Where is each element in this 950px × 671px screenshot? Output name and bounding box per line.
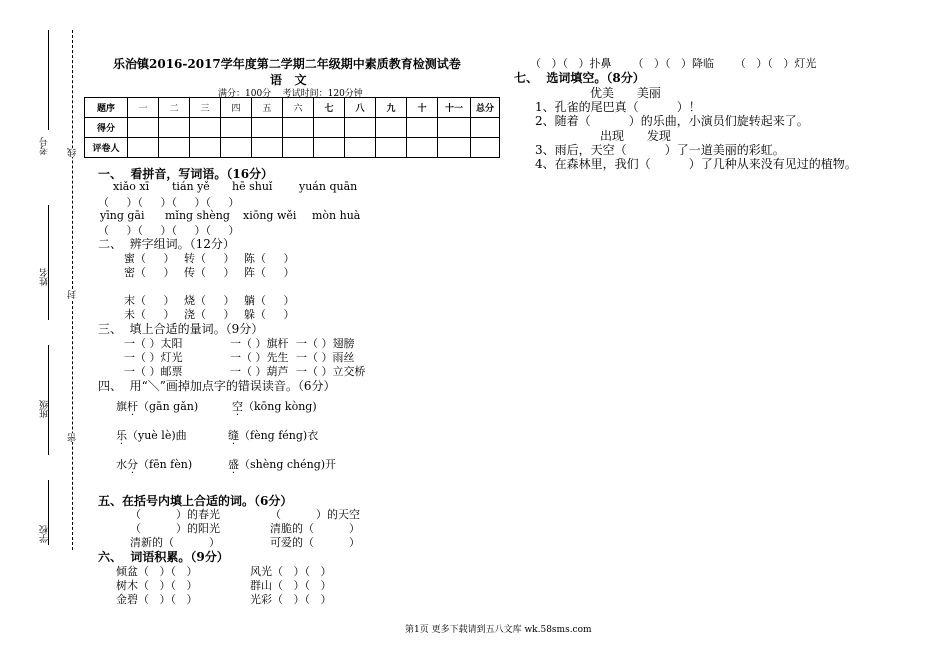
q1-blanks-1: （ ）（ ）（ ）（ ）	[98, 196, 240, 209]
table-cell: 二	[159, 98, 190, 118]
table-cell: 四	[221, 98, 252, 118]
table-row	[85, 138, 500, 158]
q3-item: 一（ ）邮票	[124, 365, 183, 378]
q3-item: 一（ ）雨丝	[296, 351, 355, 364]
field-line-name	[48, 205, 49, 320]
label-school: 学校	[40, 525, 50, 543]
q3-item: 一（ ）灯光	[124, 351, 183, 364]
q1-pinyin-5: yīng gāi	[100, 209, 145, 222]
q4-item: 旗杆（gān gǎn)	[116, 400, 199, 413]
q1-pinyin-8: mòn huà	[312, 209, 361, 222]
cut-mark-xian: 线	[68, 148, 78, 157]
table-cell: 六	[283, 98, 314, 118]
q1-pinyin-3: hē shuǐ	[232, 180, 273, 193]
q5-item: 清脆的（ ）	[270, 522, 360, 535]
score-table	[84, 97, 500, 158]
q7-word-choices-2: 出现 发现	[600, 129, 671, 143]
cut-mark-feng: 封	[68, 290, 78, 299]
cut-mark-mi: 密	[68, 433, 78, 442]
q2-item: 未（ ）	[124, 308, 175, 321]
q2-item: 阵（ ）	[244, 266, 295, 279]
q4-item: 乐（yuè lè)曲	[116, 429, 187, 442]
q5-item: 可爱的（ ）	[270, 536, 360, 549]
page-footer: 第1页 更多下载请到五八文库 wk.58sms.com	[405, 625, 592, 635]
label-name: 姓名	[40, 268, 50, 286]
q5-item: （ ）的阳光	[130, 522, 220, 535]
q1-pinyin-6: mǐng shèng	[165, 209, 230, 222]
q2-item: 陈（ ）	[244, 252, 295, 265]
q6-item: 金碧（ ）（ ）	[116, 593, 198, 606]
table-cell: 三	[190, 98, 221, 118]
q2-item: 浇（ ）	[184, 308, 235, 321]
q4-item: 水分（fēn fèn)	[116, 458, 193, 471]
q3-item: 一（ ）旗杆	[230, 337, 289, 350]
q2-item: 转（ ）	[184, 252, 235, 265]
label-class: 班级	[40, 400, 50, 418]
table-cell: 总分	[471, 98, 500, 118]
q2-item: 躺（ ）	[244, 294, 295, 307]
table-cell: 评卷人	[85, 138, 128, 158]
q1-pinyin-2: tián yě	[172, 180, 210, 193]
table-cell: 十	[407, 98, 438, 118]
q3-item: 一（ ）先生	[230, 351, 289, 364]
field-line-kaohao	[48, 30, 49, 130]
subject-title: 语 文	[270, 73, 307, 87]
q2-item: 烧（ ）	[184, 294, 235, 307]
q6-item: 倾盆（ ）（ ）	[116, 565, 198, 578]
table-cell: 十一	[438, 98, 471, 118]
q7-sentence-2: 2、随着（ ）的乐曲，小演员们旋转起来了。	[535, 114, 809, 128]
table-cell: 五	[252, 98, 283, 118]
q2-title: 二、 辨字组词。（12分）	[98, 237, 235, 251]
q6-item: 群山（ ）（ ）	[250, 579, 332, 592]
table-cell: 得分	[85, 118, 128, 138]
q2-item: 末（ ）	[124, 294, 175, 307]
table-cell: 九	[376, 98, 407, 118]
q7-sentence-1: 1、孔雀的尾巴真（ ）！	[535, 100, 701, 114]
q4-item: 缝（fèng féng)衣	[228, 429, 319, 442]
q4-item: 空（kōng kòng)	[232, 400, 317, 413]
q2-item: 蜜（ ）	[124, 252, 175, 265]
table-cell: 一	[128, 98, 159, 118]
q3-item: 一（ ）立交桥	[296, 365, 366, 378]
q3-item: 一（ ）葫芦	[230, 365, 289, 378]
q5-item: 清新的（ ）	[130, 536, 220, 549]
q1-blanks-2: （ ）（ ）（ ）（ ）	[98, 224, 240, 237]
q6-item: 光彩（ ）（ ）	[250, 593, 332, 606]
q6-item: 风光（ ）（ ）	[250, 565, 332, 578]
label-kaohao: 考号	[40, 137, 50, 155]
q2-item: 躲（ ）	[244, 308, 295, 321]
q3-item: 一（ ）翅膀	[296, 337, 355, 350]
q3-item: 一（ ）太阳	[124, 337, 183, 350]
q2-item: 传（ ）	[184, 266, 235, 279]
q6-item: 树木（ ）（ ）	[116, 579, 198, 592]
table-cell: 七	[314, 98, 345, 118]
q3-title: 三、 填上合适的量词。（9分）	[98, 322, 264, 336]
q5-title: 五、在括号内填上合适的词。（6分）	[98, 494, 293, 508]
q1-pinyin-4: yuán quān	[299, 180, 358, 193]
q1-title: 一、 看拼音，写词语。（16分）	[98, 167, 274, 181]
q4-title: 四、 用“＼”画掉加点字的错误读音。（6分）	[98, 379, 336, 393]
q7-sentence-3: 3、雨后，天空（ ）了一道美丽的彩虹。	[535, 143, 785, 157]
table-cell: 题序	[85, 98, 128, 118]
q1-pinyin-1: xiǎo xī	[113, 180, 150, 193]
q7-title: 七、 选词填空。（8分）	[514, 71, 645, 85]
q5-item: （ ）的天空	[270, 508, 360, 521]
q6-title: 六、 词语积累。（9分）	[98, 550, 229, 564]
q7-sentence-4: 4、在森林里，我们（ ）了几种从来没有见过的植物。	[535, 157, 857, 171]
q6-continued-line: （ ）（ ）扑鼻 （ ）（ ）降临 （ ）（ ）灯光	[530, 57, 817, 70]
table-cell: 八	[345, 98, 376, 118]
q1-pinyin-7: xiōng wěi	[243, 209, 297, 222]
q2-item: 密（ ）	[124, 266, 175, 279]
q4-item: 盛（shèng chéng)开	[228, 458, 337, 471]
q5-item: （ ）的春光	[130, 508, 220, 521]
exam-meta: 满分：100分 考试时间：120分钟	[218, 89, 363, 99]
table-row	[85, 98, 500, 118]
table-row	[85, 118, 500, 138]
exam-title: 乐治镇2016-2017学年度第二学期二年级期中素质教育检测试卷	[113, 57, 461, 71]
q7-word-choices-1: 优美 美丽	[590, 86, 661, 100]
